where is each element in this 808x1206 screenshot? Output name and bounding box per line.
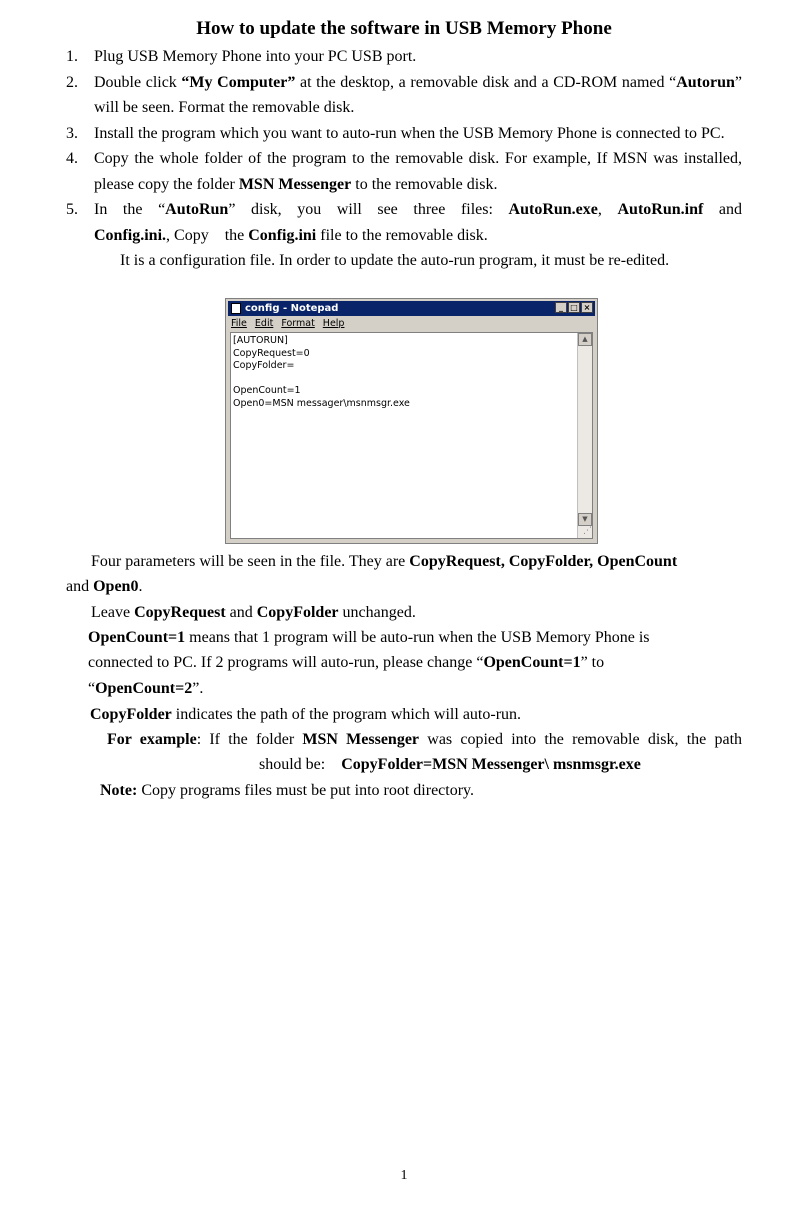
example-text: : If the folder	[196, 731, 303, 748]
steps-list	[66, 44, 742, 274]
notepad-content: [AUTORUN] CopyRequest=0 CopyFolder= OpenCount=1 Open0=MSN messager\msnmsgr.exe	[233, 335, 410, 409]
opencount-line3	[88, 676, 203, 702]
params-text: Four parameters will be seen in the file. They are	[91, 553, 410, 570]
leave-bold: CopyFolder	[256, 604, 339, 621]
step-bold: Autorun	[676, 73, 735, 91]
opencount-line1	[88, 625, 650, 651]
step-text: and	[703, 201, 743, 218]
opencount-text: ”.	[192, 680, 204, 697]
opencount-bold: OpenCount=2	[95, 680, 193, 697]
menu-file[interactable]: File	[231, 318, 247, 329]
notepad-menubar	[226, 316, 597, 331]
step-bold: AutoRun	[165, 201, 229, 218]
step-text: to the removable disk.	[351, 175, 498, 193]
step-text: at the desktop, a removable disk and a CD-ROM named “	[295, 73, 677, 91]
step-number: 4.	[66, 150, 78, 167]
example-text: should be:	[259, 756, 342, 773]
example-line1	[107, 727, 742, 753]
copyfolder-bold: CopyFolder	[90, 706, 172, 723]
step-text: Install the program which you want to auto-run when the USB Memory Phone is connected to PC.	[94, 124, 725, 142]
copyfolder-paragraph	[90, 702, 521, 728]
note-bold: Note:	[100, 782, 138, 799]
example-line2	[259, 752, 641, 778]
note-text: Copy programs files must be put into root directory.	[137, 782, 474, 799]
example-text: was copied into the removable disk, the path	[419, 731, 743, 748]
copyfolder-text: indicates the path of the program which will auto-run.	[171, 706, 522, 723]
params-paragraph-line1	[91, 549, 677, 575]
params-bold: CopyRequest, CopyFolder, OpenCount	[409, 553, 678, 570]
step-bold: Config.ini.	[94, 226, 167, 244]
notepad-text-area[interactable]	[230, 332, 593, 539]
scroll-up-icon[interactable]: ▲	[578, 333, 592, 346]
notepad-titlebar	[228, 301, 595, 316]
notepad-screenshot	[225, 298, 598, 544]
step-text: file to the removable disk.	[316, 226, 488, 244]
opencount-text: means that 1 program will be auto-run when the USB Memory Phone is	[185, 629, 650, 646]
step-text: In the “	[94, 201, 166, 218]
config-note: It is a configuration file. In order to update the auto-run program, it must be re-edited.	[120, 252, 670, 269]
step-text: Plug USB Memory Phone into your PC USB port.	[94, 48, 417, 65]
vertical-scrollbar[interactable]	[577, 333, 592, 538]
page-title: How to update the software in USB Memory Phone	[196, 18, 612, 39]
opencount-bold: OpenCount=1	[88, 629, 186, 646]
step-1	[66, 44, 742, 70]
step-bold: MSN Messenger	[238, 175, 352, 193]
step-4	[66, 146, 742, 197]
leave-text: and	[225, 604, 257, 621]
maximize-icon[interactable]: □	[568, 302, 580, 313]
opencount-text: “	[88, 680, 96, 697]
params-bold: Open0	[93, 578, 139, 595]
close-icon[interactable]: ×	[581, 302, 593, 313]
opencount-text: connected to PC. If 2 programs will auto-run, please change “	[88, 654, 484, 671]
leave-paragraph	[91, 600, 416, 626]
opencount-line2	[88, 650, 604, 676]
menu-format[interactable]: Format	[281, 318, 315, 329]
notepad-title: config - Notepad	[245, 303, 339, 314]
resize-grip-icon[interactable]: ⋰	[583, 526, 592, 536]
note-paragraph	[100, 778, 474, 804]
step-bold: AutoRun.inf	[617, 201, 704, 218]
minimize-icon[interactable]: _	[555, 302, 567, 313]
leave-text: unchanged.	[338, 604, 416, 621]
page-number: 1	[400, 1168, 408, 1183]
step-text: Copy the whole folder of the program to the removable disk. For example, If MSN was installed, please copy the folder	[94, 150, 742, 193]
menu-edit[interactable]: Edit	[254, 318, 274, 329]
step-bold: AutoRun.exe	[508, 201, 598, 218]
step-5	[66, 197, 742, 248]
example-bold: For example	[107, 731, 197, 748]
step-2	[66, 70, 742, 121]
opencount-text: ” to	[580, 654, 605, 671]
params-text: .	[138, 578, 143, 595]
opencount-bold: OpenCount=1	[483, 654, 581, 671]
step-text: Double click	[94, 73, 182, 91]
step-text: ” will be seen. Format the removable disk.	[94, 73, 743, 116]
leave-bold: CopyRequest	[134, 604, 226, 621]
notepad-app-icon	[231, 303, 241, 314]
step-bold: Config.ini	[248, 226, 317, 244]
step-bold: “My Computer”	[181, 73, 296, 91]
params-text: and	[66, 578, 94, 595]
step-number: 5.	[66, 201, 78, 218]
example-bold: CopyFolder=MSN Messenger\ msnmsgr.exe	[341, 756, 641, 773]
step-3	[66, 121, 742, 147]
step-number: 1.	[66, 48, 78, 65]
menu-help[interactable]: Help	[322, 318, 345, 329]
params-paragraph-line2	[66, 574, 142, 600]
step-number: 2.	[66, 73, 78, 91]
step-number: 3.	[66, 124, 78, 142]
example-bold: MSN Messenger	[302, 731, 420, 748]
step-text: ,	[597, 201, 618, 218]
leave-text: Leave	[91, 604, 135, 621]
scroll-down-icon[interactable]: ▼	[578, 513, 592, 526]
step-text: ” disk, you will see three files:	[228, 201, 509, 218]
step-text: , Copy the	[166, 226, 249, 244]
window-controls	[555, 302, 593, 313]
